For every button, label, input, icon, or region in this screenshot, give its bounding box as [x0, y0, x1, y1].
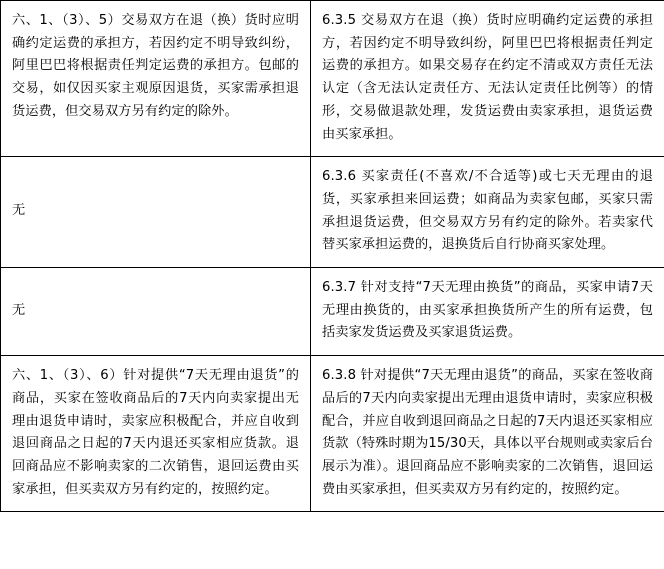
table-body — [1, 1, 664, 512]
table-row — [1, 356, 664, 512]
old-clause-cell: 无 — [1, 157, 311, 268]
old-clause-cell: 无 — [1, 268, 311, 356]
new-clause-cell: 6.3.6 买家责任(不喜欢/不合适等)或七天无理由的退货，买家承担来回运费；如商品为卖家包邮，买家只需承担退货运费，但交易双方另有约定的除外。若卖家代替买家承担运费的，退换货后自行协商买家处理。 — [311, 157, 664, 268]
table-row — [1, 157, 664, 268]
table-row — [1, 1, 664, 157]
old-clause-cell: 六、1、（3）、5）交易双方在退（换）货时应明确约定运费的承担方，若因约定不明导致纠纷，阿里巴巴将根据责任判定运费的承担方。包邮的交易，如仅因买家主观原因退货，买家需承担退货运费，但交易双方另有约定的除外。 — [1, 1, 311, 157]
old-clause-cell: 六、1、（3）、6）针对提供“7天无理由退货”的商品，买家在签收商品后的7天内向卖家提出无理由退货申请时，卖家应积极配合，并应自收到退回商品之日起的7天内退还买家相应货款。退回商品应不影响卖家的二次销售，退回运费由买家承担，但买卖双方另有约定的，按照约定。 — [1, 356, 311, 512]
new-clause-cell: 6.3.8 针对提供“7天无理由退货”的商品，买家在签收商品后的7天内向卖家提出无理由退货申请时，卖家应积极配合，并应自收到退回商品之日起的7天内退还买家相应货款（特殊时期为15/30天，具体以平台规则或卖家后台展示为准）。退回商品应不影响卖家的二次销售，退回运费由买家承担，但买卖双方另有约定的，按照约定。 — [311, 356, 664, 512]
new-clause-cell: 6.3.7 针对支持“7天无理由换货”的商品，买家申请7天无理由换货的，由买家承担换货所产生的所有运费，包括卖家发货运费及买家退货运费。 — [311, 268, 664, 356]
table-row — [1, 268, 664, 356]
new-clause-cell: 6.3.5 交易双方在退（换）货时应明确约定运费的承担方，若因约定不明导致纠纷，阿里巴巴将根据责任判定运费的承担方。如果交易存在约定不清或双方责任无法认定（含无法认定责任方、无法认定责任比例等）的情形，交易做退款处理，发货运费由卖家承担，退货运费由买家承担。 — [311, 1, 664, 157]
